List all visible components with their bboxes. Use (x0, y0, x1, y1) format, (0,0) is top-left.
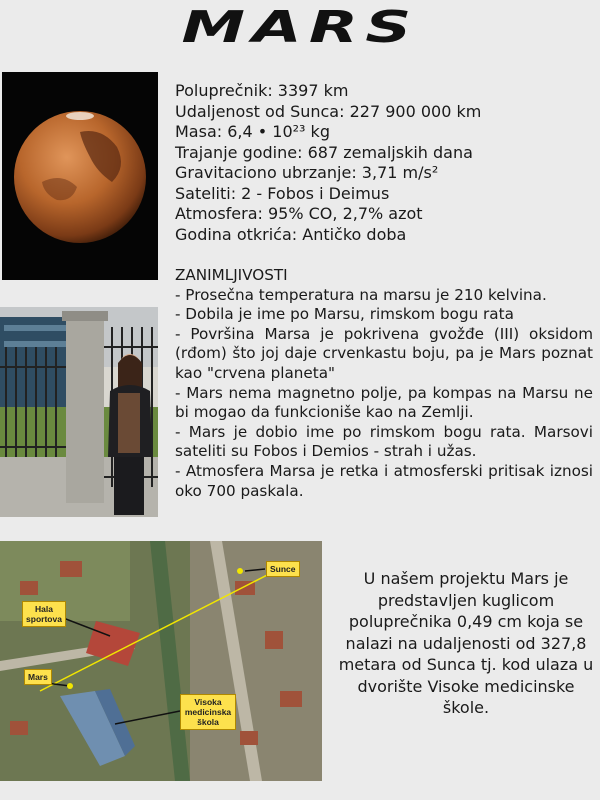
fact-radius: Poluprečnik: 3397 km (175, 81, 349, 100)
trivia-item: - Atmosfera Marsa je retka i atmosferski pritisak iznosi oko 700 paskala. (175, 461, 593, 500)
page-title: MARS (181, 2, 419, 53)
project-description: U našem projektu Mars je predstavljen kuglicom poluprečnika 0,49 cm koja se nalazi na udaljenosti od 327,8 metara od Sunca tj. kod ulaza u dvorište Visoke medicinske škole. (338, 569, 594, 717)
aerial-map-image (0, 541, 322, 781)
mars-facts-list (175, 81, 595, 245)
fact-mass: Masa: 6,4 • 10²³ kg (175, 122, 330, 141)
map-label-sunce: Sunce (266, 561, 300, 577)
trivia-heading: ZANIMLJIVOSTI (175, 266, 288, 284)
trivia-item: - Površina Marsa je pokrivena gvožđe (III) oksidom (rđom) što joj daje crvenkastu boju, pa je Mars poznat kao "crvena planeta" (175, 324, 593, 382)
map-label-hala: Hala sportova (22, 601, 66, 627)
map-label-skola: Visoka medicinska škola (180, 694, 236, 730)
trivia-item: - Mars je dobio ime po rimskom bogu rata. Marsovi sateliti su Fobos i Demios - strah i užas. (175, 422, 593, 461)
mars-planet-image (2, 72, 158, 280)
trivia-item: - Mars nema magnetno polje, pa kompas na Marsu ne bi mogao da funkcioniše kao na Zemlji. (175, 383, 593, 422)
fact-atmosphere: Atmosfera: 95% CO, 2,7% azot (175, 204, 423, 223)
fact-distance: Udaljenost od Sunca: 227 900 000 km (175, 101, 482, 121)
trivia-item: - Prosečna temperatura na marsu je 210 kelvina. (175, 285, 547, 304)
fact-year: Trajanje godine: 687 zemaljskih dana (175, 142, 473, 162)
trivia-section (175, 266, 593, 501)
fact-satellites: Sateliti: 2 - Fobos i Deimus (175, 183, 390, 203)
fact-discovery: Godina otkrića: Antičko doba (175, 224, 407, 244)
map-label-mars: Mars (24, 669, 52, 685)
student-photo (0, 307, 158, 517)
fact-gravity: Gravitaciono ubrzanje: 3,71 m/s² (175, 163, 439, 182)
trivia-item: - Dobila je ime po Marsu, rimskom bogu rata (175, 305, 514, 324)
